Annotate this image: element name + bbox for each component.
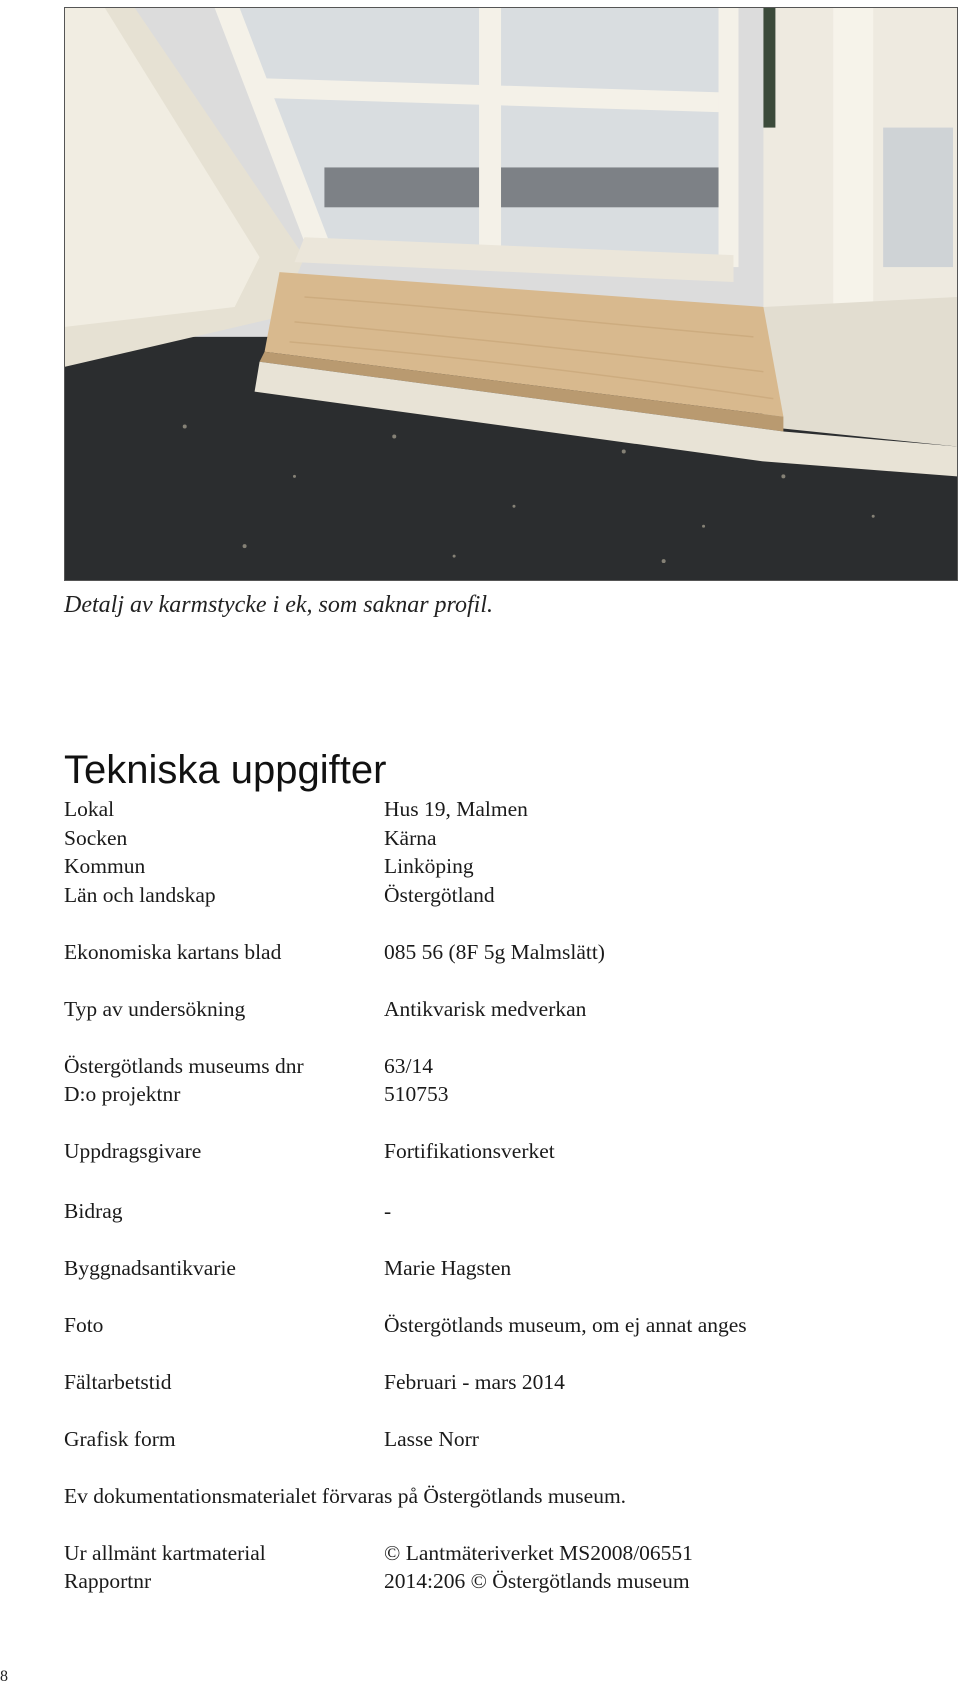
detail-label: Socken [64,826,128,850]
storage-note: Ev dokumentationsmaterialet förvaras på Östergötlands museum. [64,1484,627,1508]
photo-caption: Detalj av karmstycke i ek, som saknar profil. [64,592,494,618]
detail-value: Antikvarisk medverkan [384,997,587,1021]
credit-value: © Lantmäteriverket MS2008/06551 [384,1541,693,1565]
detail-value: 63/14 [384,1054,433,1078]
detail-label: Uppdragsgivare [64,1139,202,1163]
detail-label: Grafisk form [64,1427,176,1451]
photo-window-sill [64,7,958,581]
detail-value: 510753 [384,1082,449,1106]
detail-value: Februari - mars 2014 [384,1370,565,1394]
detail-value: Kärna [384,826,437,850]
detail-value: Fortifikationsverket [384,1139,555,1163]
section-title: Tekniska uppgifter [64,748,387,792]
detail-label: Östergötlands museums dnr [64,1054,304,1078]
detail-label: Bidrag [64,1199,123,1223]
detail-value: Hus 19, Malmen [384,797,528,821]
credit-label: Ur allmänt kartmaterial [64,1541,266,1565]
detail-value: 085 56 (8F 5g Malmslätt) [384,940,605,964]
detail-label: Fältarbetstid [64,1370,172,1394]
detail-label: Typ av undersökning [64,997,246,1021]
credit-value: 2014:206 © Östergötlands museum [384,1569,690,1593]
window-sill-illustration [65,8,957,580]
detail-value: Marie Hagsten [384,1256,512,1280]
page-number: 8 [0,1668,8,1685]
detail-value: Lasse Norr [384,1427,479,1451]
detail-value: - [384,1199,392,1223]
detail-label: Foto [64,1313,104,1337]
detail-label: Lokal [64,797,115,821]
detail-label: Byggnadsantikvarie [64,1256,236,1280]
detail-value: Linköping [384,854,474,878]
credit-label: Rapportnr [64,1569,152,1593]
detail-value: Östergötlands museum, om ej annat anges [384,1313,747,1337]
detail-value: Östergötland [384,883,495,907]
detail-label: Län och landskap [64,883,216,907]
detail-label: D:o projektnr [64,1082,181,1106]
detail-label: Ekonomiska kartans blad [64,940,282,964]
detail-label: Kommun [64,854,146,878]
